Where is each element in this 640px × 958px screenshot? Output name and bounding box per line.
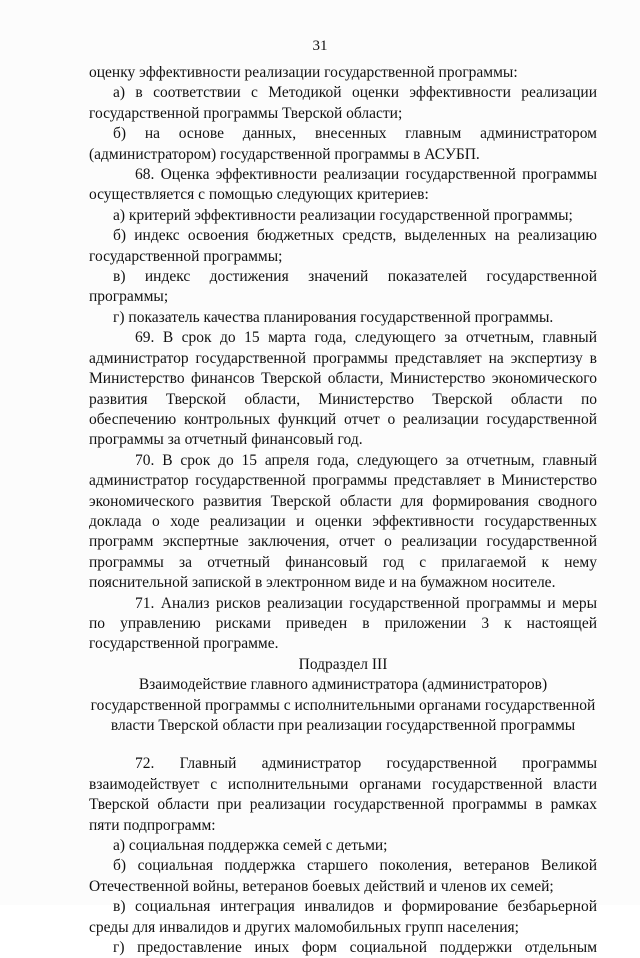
document-body	[89, 63, 597, 958]
subsection-label: Подраздел III	[298, 655, 388, 673]
subsection-title-line: Взаимодействие главного администратора (администраторов)	[138, 676, 548, 694]
subsection-title-line: власти Тверской области при реализации государственной программы	[110, 717, 576, 734]
paragraph-71: 71. Анализ рисков реализации государственной программы и меры по управлению рисками приведен в приложении 3 к настоящей государственной программе.	[89, 594, 597, 653]
subsection-title-line: государственной программы с исполнительными органами государственной	[90, 696, 596, 714]
list-item: в) индекс достижения значений показателей государственной программы;	[89, 268, 597, 306]
list-item: б) на основе данных, внесенных главным администратором (администратором) государственной программы в АСУБП.	[89, 125, 597, 163]
list-item: а) социальная поддержка семей с детьми;	[113, 837, 388, 855]
paragraph-69: 69. В срок до 15 марта года, следующего за отчетным, главный администратор государственной программы представляет на экспертизу в Министерство финансов Тверской области, Министерство экономического развития Тверской области, Министерство Тверской области по обеспечению контрольных функций отчет о реализации государственной программы за отчетный финансовый год.	[89, 329, 597, 449]
paragraph-68: 68. Оценка эффективности реализации государственной программы осуществляется с помощью следующих критериев:	[89, 166, 597, 204]
list-item: б) индекс освоения бюджетных средств, выделенных на реализацию государственной программы;	[89, 227, 597, 265]
list-item: в) социальная интеграция инвалидов и формирование безбарьерной среды для инвалидов и других маломобильных групп населения;	[89, 898, 597, 936]
page-number: 31	[312, 38, 328, 54]
paragraph-70: 70. В срок до 15 апреля года, следующего за отчетным, главный администратор государственной программы представляет в Министерство экономического развития Тверской области для формирования сводного доклада о ходе реализации и оценки эффективности государственных программ экспертные заключения, отчет о реализации государственной программы за отчетный финансовый год с прилагаемой к нему пояснительной запиской в электронном виде и на бумажном носителе.	[89, 451, 597, 592]
list-item: б) социальная поддержка старшего поколения, ветеранов Великой Отечественной войны, ветеранов боевых действий и членов их семей;	[89, 857, 597, 895]
list-item: а) в соответствии с Методикой оценки эффективности реализации государственной программы Тверской области;	[89, 84, 597, 122]
paragraph-72: 72. Главный администратор государственной программы взаимодействует с исполнительными органами государственной власти Тверской области при реализации государственной программы в рамках пяти подпрограмм:	[89, 755, 597, 834]
spacer	[89, 736, 597, 754]
paragraph: оценку эффективности реализации государственной программы:	[89, 64, 518, 81]
list-item: г) показатель качества планирования государственной программы.	[113, 308, 554, 326]
list-item: а) критерий эффективности реализации государственной программы;	[113, 206, 573, 224]
list-item: г) предоставление иных форм социальной поддержки отдельным	[113, 939, 597, 957]
